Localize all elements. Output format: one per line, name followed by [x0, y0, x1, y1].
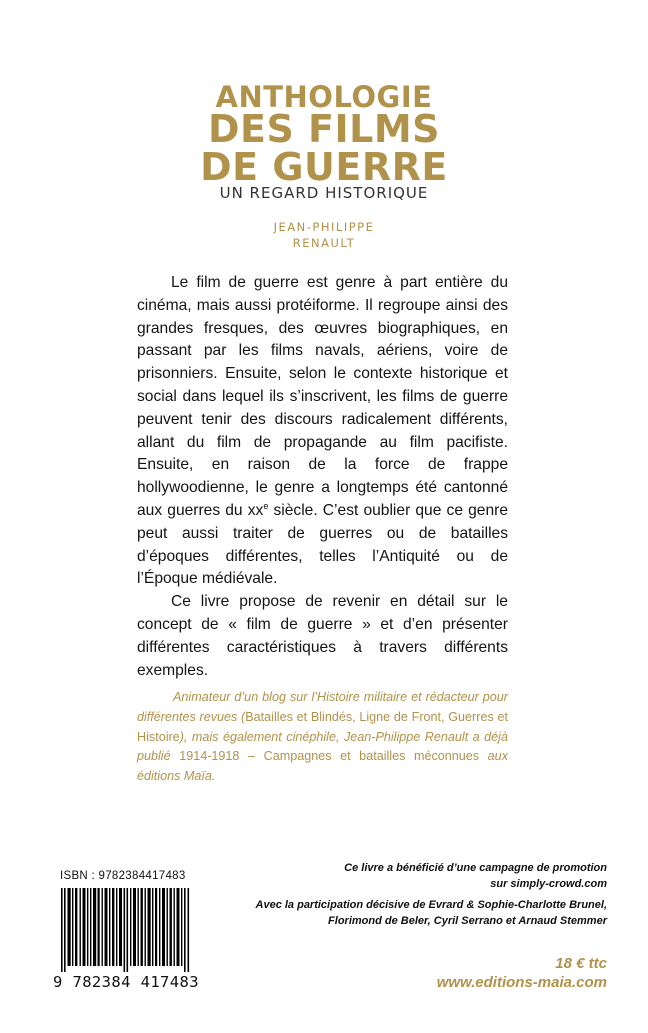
promo-line-1: Ce livre a bénéficié d’une campagne de promotion: [344, 862, 607, 874]
synopsis-paragraph-1: [137, 272, 508, 591]
century-superscript: e: [263, 500, 269, 511]
barcode-digits: 9 782384 417483: [53, 973, 199, 991]
partners-notice: [256, 897, 607, 929]
promo-notice: [344, 860, 607, 892]
isbn-label: ISBN : 9782384417483: [60, 870, 186, 882]
barcode-icon: [61, 888, 191, 972]
promo-line-2: sur simply-crowd.com: [490, 878, 607, 890]
title-line-1: ANTHOLOGIE: [215, 80, 433, 114]
author-bio: [137, 688, 508, 787]
author-last-name: RENAULT: [292, 236, 356, 250]
bio-part-3: ), mais également cinéphile, Jean-Philippe Renault a déjà publié: [137, 729, 508, 764]
bio-part-1: Animateur d’un blog sur l’Histoire militaire et rédacteur pour différentes revues (: [137, 690, 508, 724]
publisher-website: www.editions-maia.com: [436, 974, 607, 991]
title-line-2: DES FILMS: [207, 107, 441, 151]
synopsis-paragraph-2: Ce livre propose de revenir en détail sur le concept de « film de guerre » et d’en présenter différentes caractéristiques à travers différents exemples.: [137, 593, 508, 679]
title-line-3: DE GUERRE: [200, 145, 448, 189]
subtitle: UN REGARD HISTORIQUE: [219, 184, 429, 202]
author-first-name: JEAN-PHILIPPE: [273, 220, 375, 234]
synopsis-p1-end: siècle. C’est oublier que ce genre peut aussi traiter de guerres ou de batailles d’époques différentes, telles l’Antiquité ou de l’Époque médiévale.: [137, 501, 508, 588]
partners-line-2: Florimond de Beler, Cyril Serrano et Arnaud Stemmer: [328, 915, 607, 927]
synopsis-p1-text: Le film de guerre est genre à part entière du cinéma, mais aussi protéiforme. Il regroupe ainsi des grandes fresques, des œuvres biographiques, en passant par les films navals, aériens, voire de prisonniers. Ensuite, selon le contexte historique et social dans lequel ils s’inscrivent, les films de guerre peuvent tenir des discours radicalement différents, allant du film de propagande au film pacifiste. Ensuite, en raison de la force de frappe hollywoodienne, le genre a longtemps été cantonné aux guerres du xx: [137, 274, 508, 519]
synopsis: [137, 272, 508, 682]
bio-book-title: 1914-1918 – Campagnes et batailles méconnues: [179, 749, 480, 764]
bio-publisher: aux éditions Maïa.: [137, 749, 508, 784]
bio-journals: Batailles et Blindés, Ligne de Front, Guerres et Histoire: [137, 709, 508, 744]
partners-line-1: Avec la participation décisive de Evrard & Sophie-Charlotte Brunel,: [255, 899, 607, 911]
price: 18 € ttc: [555, 955, 607, 972]
